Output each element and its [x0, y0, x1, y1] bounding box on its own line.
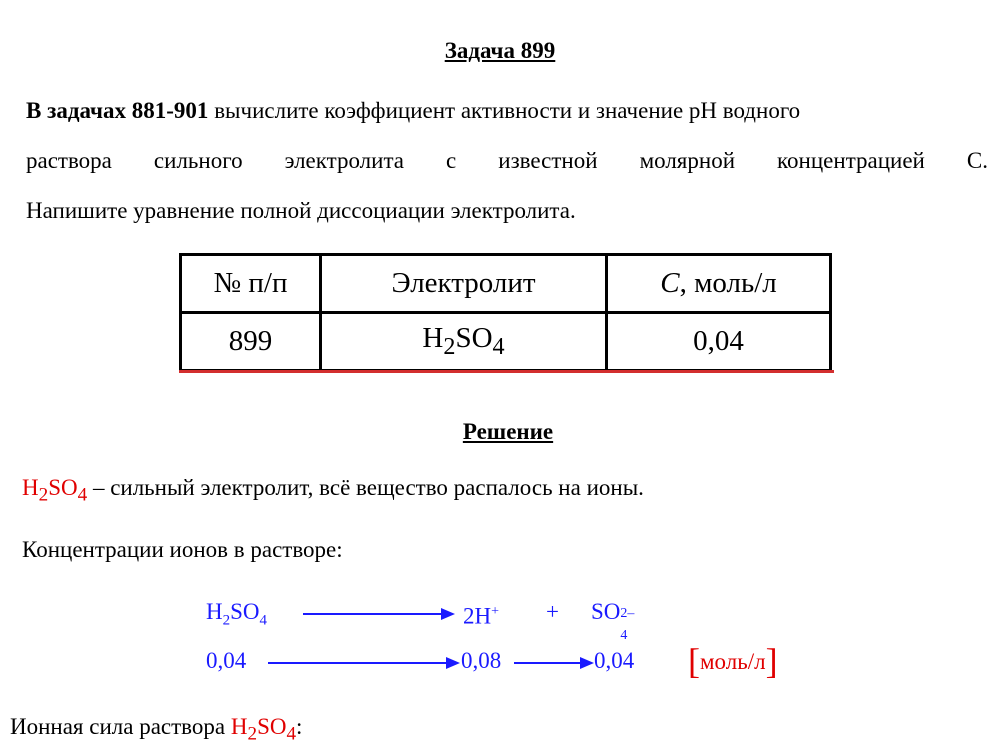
cell-number: 899: [181, 313, 321, 371]
header-c-symbol: C: [660, 267, 680, 299]
header-number: № п/п: [181, 255, 321, 313]
task-bold-prefix: В задачах 881-901: [26, 98, 209, 123]
task-word: молярной: [639, 148, 736, 173]
table-red-underline: [179, 370, 834, 373]
task-line-3: Напишите уравнение полной диссоциации электролита.: [26, 198, 576, 223]
conc-arrow-1: [268, 662, 448, 664]
formula-part: SO: [591, 599, 621, 624]
formula-h2so4: [22, 475, 88, 506]
conc-h: 0,08: [461, 648, 502, 673]
formula-part: SO: [230, 599, 260, 624]
formula-part: H: [22, 475, 39, 500]
task-word: С.: [966, 148, 988, 173]
cell-concentration: 0,04: [607, 313, 831, 371]
equation-product-h: [463, 597, 499, 632]
bracket-left: [: [688, 641, 700, 681]
formula-sub: 4: [620, 628, 628, 643]
formula-part: SO: [257, 714, 287, 739]
task-word: концентрацией: [777, 148, 925, 173]
task-word: с: [446, 148, 457, 173]
data-table: [179, 253, 832, 372]
formula-part: SO: [48, 475, 78, 500]
task-word: известной: [498, 148, 598, 173]
formula-part: H: [230, 714, 248, 739]
formula-sub: 2: [247, 723, 258, 745]
equation-plus: +: [546, 599, 559, 624]
solution-line-3: [10, 712, 302, 750]
task-title: Задача 899: [444, 38, 556, 63]
header-concentration: [607, 255, 831, 313]
table-row: [181, 313, 831, 371]
unit-bracket: [688, 641, 778, 681]
formula-sub: 4: [259, 612, 268, 629]
bracket-right: ]: [765, 641, 778, 681]
formula-part: 2H: [463, 603, 492, 629]
formula-sub: 2: [222, 612, 231, 629]
conc-reactant: 0,04: [206, 648, 247, 673]
solution-line-1-text: – сильный электролит, всё вещество распалось на ионы.: [87, 475, 644, 500]
colon: :: [296, 714, 303, 739]
task-line-1-rest: вычислите коэффициент активности и значение pH водного: [208, 98, 801, 123]
solution-title: Решение: [462, 419, 554, 444]
conc-so4: 0,04: [594, 648, 635, 673]
equation-product-so4: [591, 597, 640, 643]
ionic-strength-label: Ионная сила раствора: [10, 714, 231, 739]
unit-label: моль/л: [700, 649, 766, 674]
task-word: раствора: [26, 148, 112, 173]
equation-reactant: [206, 597, 267, 636]
task-word: электролита: [284, 148, 404, 173]
formula-sub: 2: [443, 332, 456, 360]
formula-sub: 4: [492, 332, 505, 360]
task-line-1: [26, 86, 988, 136]
reaction-arrow: [303, 613, 443, 615]
task-line-2: [26, 136, 988, 186]
solution-line-2: Концентрации ионов в растворе:: [22, 537, 343, 562]
cell-formula: [321, 313, 607, 371]
formula-part: H: [206, 599, 223, 624]
arrow-head-icon: [441, 608, 455, 620]
formula-sup: 2–: [620, 606, 635, 621]
task-word: сильного: [153, 148, 243, 173]
header-c-unit: , моль/л: [679, 267, 777, 299]
formula-part: SO: [455, 322, 493, 355]
formula-part: H: [422, 322, 444, 355]
formula-h2so4: [230, 714, 297, 745]
arrow-head-icon: [446, 657, 460, 669]
conc-arrow-2: [514, 662, 582, 664]
arrow-head-icon: [580, 657, 594, 669]
formula-sub: 4: [286, 723, 297, 745]
formula-sub: 2: [38, 484, 49, 506]
solution-line-1: [22, 473, 644, 511]
header-electrolyte: Электролит: [321, 255, 607, 313]
table-header-row: [181, 255, 831, 313]
task-statement: [26, 86, 988, 236]
formula-sub: 4: [77, 484, 88, 506]
formula-sup: +: [491, 604, 500, 619]
